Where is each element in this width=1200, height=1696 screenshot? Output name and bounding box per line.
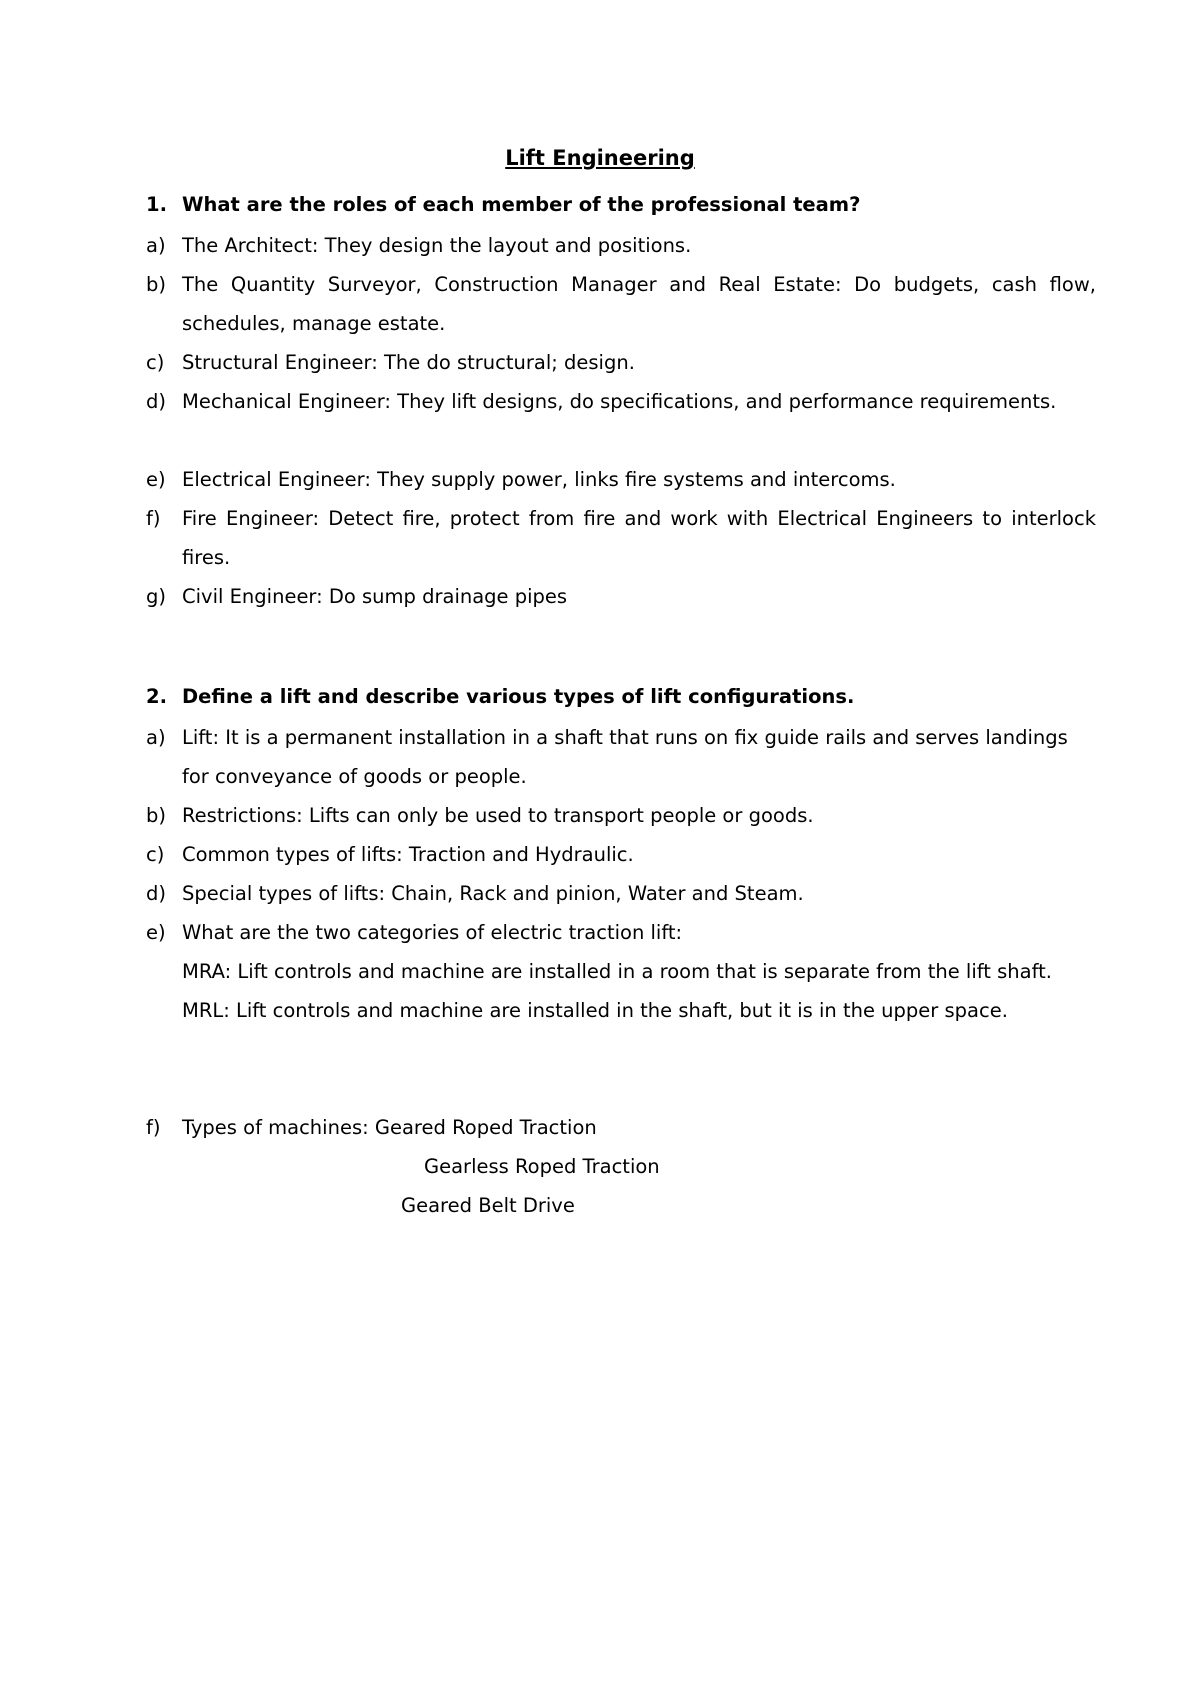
list-item-label: g)	[146, 585, 166, 608]
list-item-label: c)	[146, 843, 165, 866]
sub-item-mra: MRA: Lift controls and machine are installed in a room that is separate from the lift shaft.	[182, 960, 1052, 983]
list-item-label: b)	[146, 804, 166, 827]
question-text: What are the roles of each member of the professional team?	[182, 193, 861, 216]
list-item-text: Mechanical Engineer: They lift designs, do specifications, and performance requirements.	[182, 390, 1057, 413]
list-item-label: d)	[146, 390, 166, 413]
list-item	[146, 835, 1096, 874]
list-item	[146, 913, 1096, 1030]
list-item-label: a)	[146, 234, 166, 257]
list-item-label: f)	[146, 1116, 161, 1139]
list-item	[146, 460, 1096, 499]
list-item-text: Restrictions: Lifts can only be used to transport people or goods.	[182, 804, 814, 827]
sub-item-mrl: MRL: Lift controls and machine are installed in the shaft, but it is in the upper space.	[182, 999, 1008, 1022]
list-item-text: Special types of lifts: Chain, Rack and pinion, Water and Steam.	[182, 882, 804, 905]
question-1-heading	[146, 191, 860, 219]
list-item-label: a)	[146, 726, 166, 749]
list-item	[146, 226, 1096, 265]
list-item-text: The Quantity Surveyor, Construction Manager and Real Estate: Do budgets, cash flow, schedules, manage estate.	[182, 273, 1096, 335]
list-item-label: c)	[146, 351, 165, 374]
list-item-text: Civil Engineer: Do sump drainage pipes	[182, 585, 568, 608]
list-item-text: Common types of lifts: Traction and Hydraulic.	[182, 843, 634, 866]
list-item-label: b)	[146, 273, 166, 296]
list-item	[146, 382, 1096, 421]
list-item-text: The Architect: They design the layout and positions.	[182, 234, 692, 257]
list-item	[146, 874, 1096, 913]
machine-type: Geared Belt Drive	[401, 1194, 575, 1217]
list-item	[146, 343, 1096, 382]
question-2-heading	[146, 683, 854, 711]
document-title: Lift Engineering	[505, 146, 695, 170]
list-item	[146, 1108, 1096, 1147]
list-item-text: Fire Engineer: Detect fire, protect from fire and work with Electrical Engineers to interlock fires.	[182, 507, 1096, 569]
list-item-text: Types of machines: Geared Roped Traction	[182, 1116, 597, 1139]
list-item	[146, 499, 1096, 577]
list-item-label: d)	[146, 882, 166, 905]
list-item-text: Structural Engineer: The do structural; design.	[182, 351, 635, 374]
list-item	[146, 718, 1096, 796]
list-item-label: f)	[146, 507, 161, 530]
question-number: 2.	[146, 685, 167, 708]
question-number: 1.	[146, 193, 167, 216]
question-text: Define a lift and describe various types of lift configurations.	[182, 685, 855, 708]
list-item-text: What are the two categories of electric traction lift:	[182, 921, 683, 944]
list-item-text: Electrical Engineer: They supply power, links fire systems and intercoms.	[182, 468, 896, 491]
list-item-label: e)	[146, 921, 166, 944]
list-item	[146, 796, 1096, 835]
machine-type: Gearless Roped Traction	[424, 1155, 660, 1178]
list-item-text: Lift: It is a permanent installation in a shaft that runs on fix guide rails and serves landings for conveyance of goods or people.	[182, 726, 1068, 788]
list-item-label: e)	[146, 468, 166, 491]
list-item	[146, 577, 1096, 616]
list-item	[146, 265, 1096, 343]
